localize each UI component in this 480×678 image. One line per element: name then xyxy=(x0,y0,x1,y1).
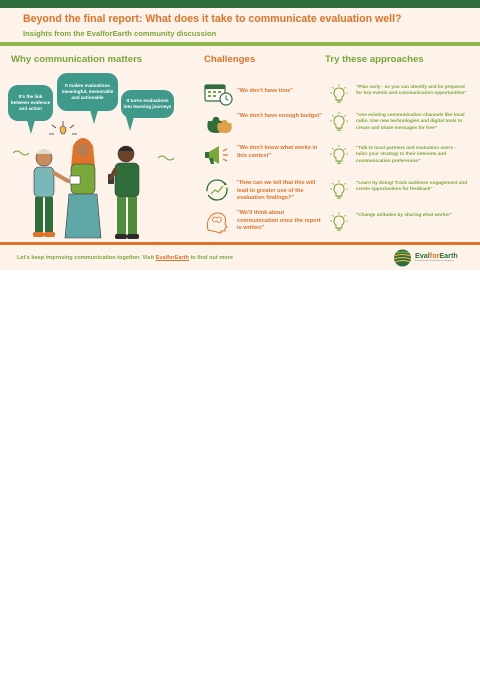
footer-before: Let's keep improving communication together. Visit xyxy=(17,255,156,261)
poster xyxy=(0,0,480,270)
approach-text: "Change attitudes by sharing what works!" xyxy=(356,212,452,217)
footer-after: to find out more xyxy=(188,255,234,261)
money-bags-icon xyxy=(204,111,234,135)
challenge-text: "We don't know what works in this context" xyxy=(237,145,318,159)
lightbulb-icon xyxy=(330,212,348,232)
people-illustration xyxy=(8,118,198,246)
approaches-heading: Try these approaches xyxy=(325,54,424,65)
challenge-text: "We don't have enough budget" xyxy=(237,113,322,119)
lightbulb-icon xyxy=(330,84,348,104)
globe-icon xyxy=(393,249,412,267)
challenge-text: "We don't have time" xyxy=(237,88,293,94)
approach-text: "Plan early - so you can identify and be prepared for key events and communication opportunities" xyxy=(356,84,467,96)
speech-bubble-3: It turns evaluations into learning journeys xyxy=(121,90,174,118)
evalforearth-logo xyxy=(393,248,465,268)
why-heading: Why communication matters xyxy=(11,54,143,65)
head-brain-icon xyxy=(204,210,234,234)
poster-title: Beyond the final report: What does it take to communicate evaluation well? xyxy=(23,13,402,25)
megaphone-icon xyxy=(204,143,234,167)
approach-text: "Talk to local partners and evaluation users - tailor your strategy to their interests and communication preferences" xyxy=(356,145,456,163)
lightbulb-icon xyxy=(330,112,348,132)
logo-tagline: Evaluation for Sustainable Development xyxy=(415,260,454,262)
challenge-text: "How can we tell that this will lead to greater use of the evaluation findings?" xyxy=(237,180,316,202)
challenge-text: "We'll think about communication once the report is written" xyxy=(237,210,321,232)
footer-divider xyxy=(0,242,480,245)
chart-cycle-icon xyxy=(204,178,234,202)
top-bar xyxy=(0,0,480,8)
logo-eval: Eval xyxy=(415,251,430,260)
footer-text xyxy=(17,255,233,261)
poster-subtitle: Insights from the EvalforEarth community discussion xyxy=(23,29,217,38)
speech-bubble-1: It's the link between evidence and action xyxy=(8,85,53,121)
lightbulb-icon xyxy=(330,145,348,165)
calendar-clock-icon xyxy=(204,83,234,107)
header-divider xyxy=(0,42,480,46)
speech-bubble-2: It makes evaluations meaningful, memorable and actionable xyxy=(57,73,118,111)
logo-for: for xyxy=(429,251,440,260)
evalforearth-link[interactable]: EvalforEarth xyxy=(155,255,189,261)
approach-text: "Use existing communication channels like local radio. Use new technologies and digital tools to create and share messages for free" xyxy=(356,112,465,130)
challenges-heading: Challenges xyxy=(204,54,256,65)
approach-text: "Learn by doing! Track audience engagement and create opportunities for feedback" xyxy=(356,180,468,192)
logo-text xyxy=(415,251,458,260)
lightbulb-icon xyxy=(330,180,348,200)
logo-earth: Earth xyxy=(439,251,458,260)
